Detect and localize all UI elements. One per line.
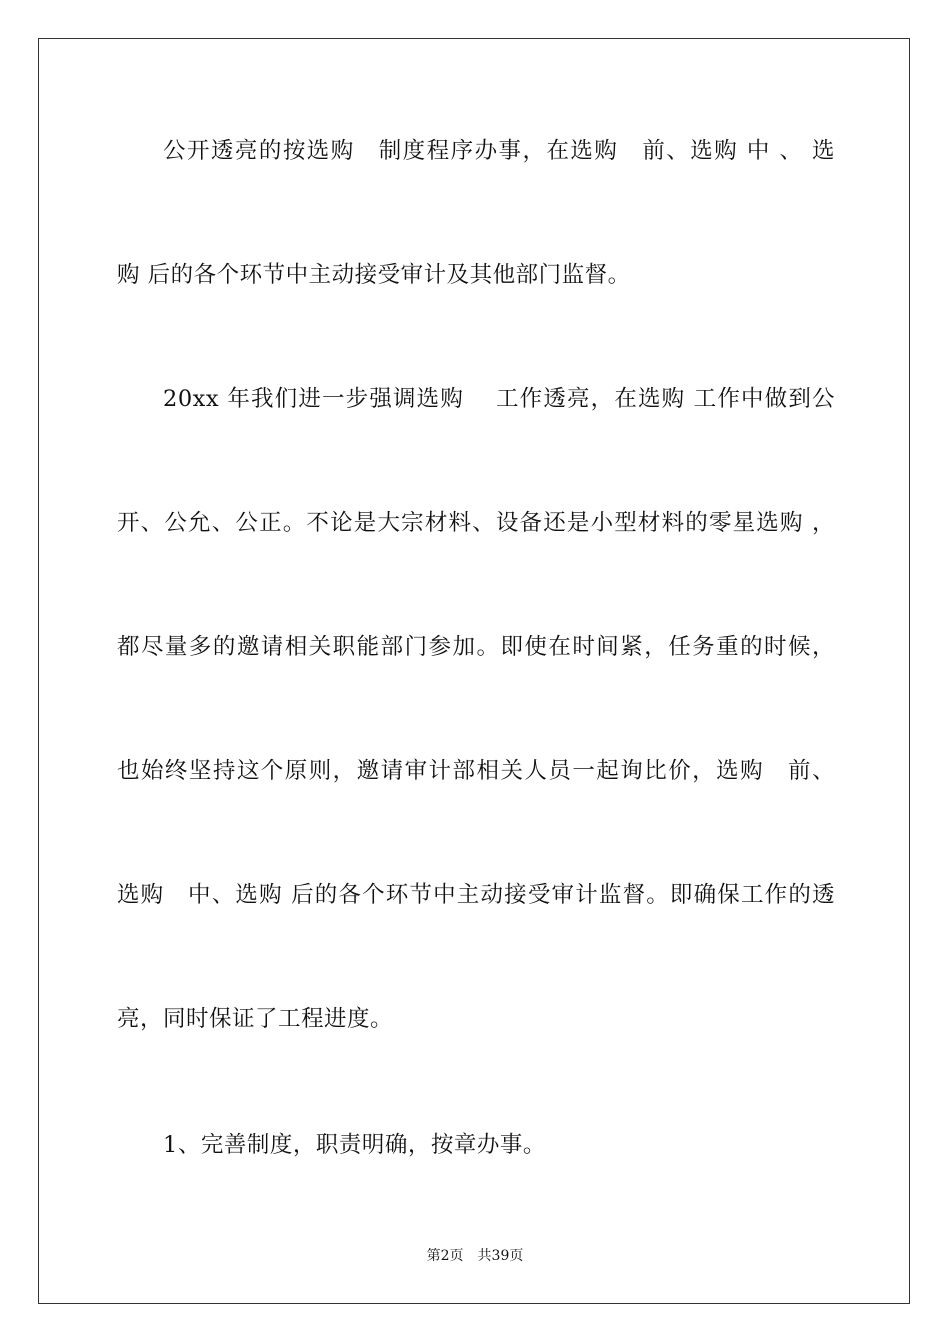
paragraph-2-line-2: 开、公允、公正。不论是大宗材料、设备还是小型材料的零星选购 ， — [117, 510, 835, 536]
numbered-item-1: 1、完善制度，职责明确，按章办事。 — [163, 1132, 546, 1158]
page-footer — [0, 1246, 950, 1266]
page-border — [38, 38, 910, 1304]
paragraph-1-line-2: 购 后的各个环节中主动接受审计及其他部门监督。 — [117, 262, 631, 288]
paragraph-2-line-3: 都尽量多的邀请相关职能部门参加。即使在时间紧，任务重的时候， — [117, 634, 835, 660]
page-number: 第2页 — [426, 1248, 464, 1264]
paragraph-2-line-5: 选购 中、选购 后的各个环节中主动接受审计监督。即确保工作的透 — [117, 882, 835, 908]
paragraph-2-line-6: 亮，同时保证了工程进度。 — [117, 1006, 394, 1032]
paragraph-1-line-1: 公开透亮的按选购 制度程序办事，在选购 前、选购 中 、 选 — [163, 138, 835, 164]
page-total: 共39页 — [477, 1248, 524, 1264]
paragraph-2-line-4: 也始终坚持这个原则，邀请审计部相关人员一起询比价，选购 前、 — [117, 758, 835, 784]
paragraph-2-line-1: 20xx 年我们进一步强调选购 工作透亮，在选购 工作中做到公 — [163, 386, 835, 412]
